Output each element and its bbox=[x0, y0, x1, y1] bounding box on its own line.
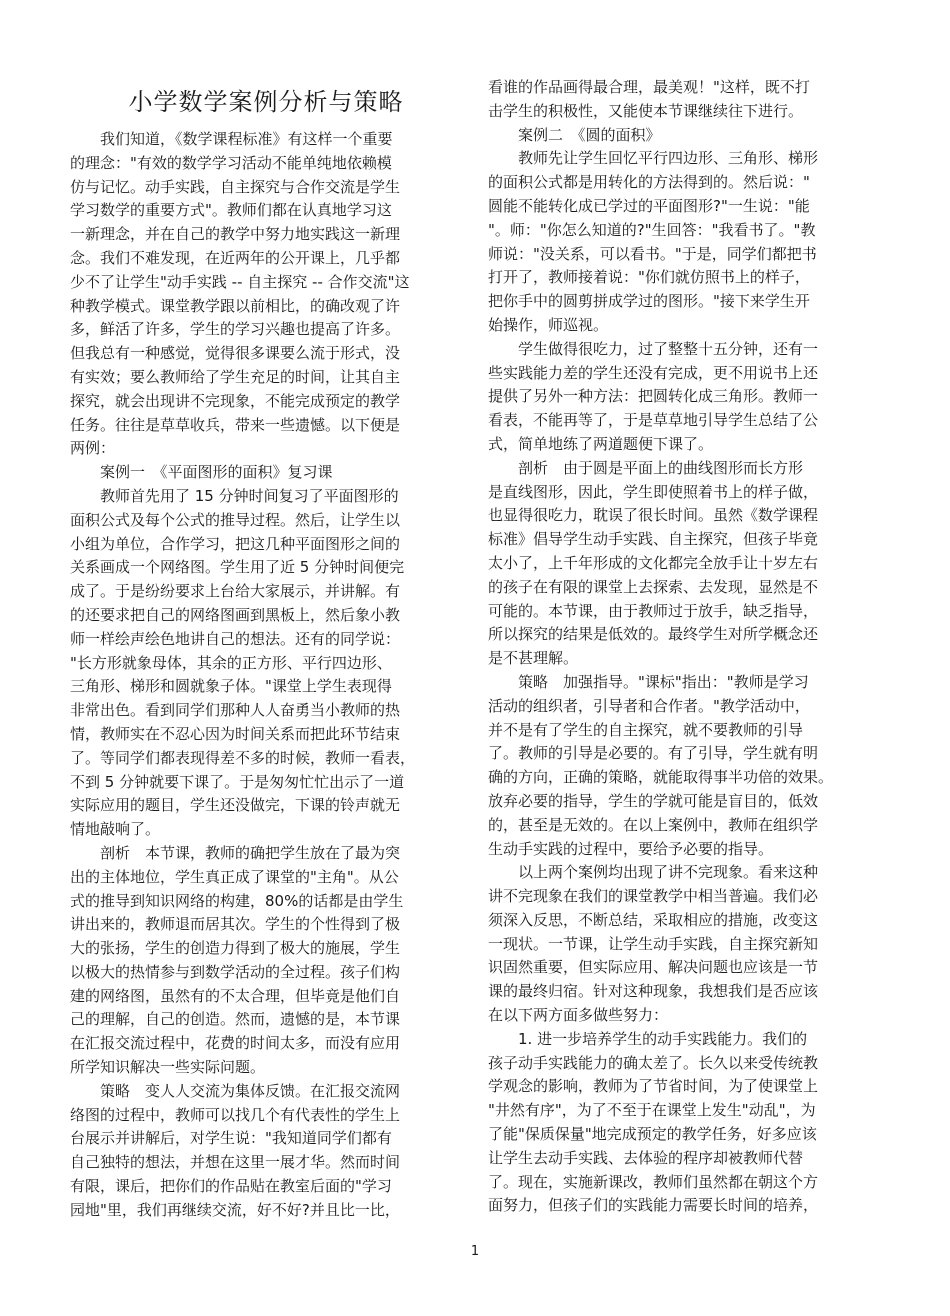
text-line: 在汇报交流过程中，花费的时间太多，而没有应用 bbox=[70, 1034, 401, 1053]
text-line: 击学生的积极性，又能使本节课继续往下进行。 bbox=[488, 101, 804, 120]
text-line: 园地"里，我们再继续交流，好不好?并且比一比， bbox=[70, 1200, 400, 1219]
text-line: 课的最终归宿。针对这种现象，我想我们是否应该 bbox=[488, 982, 819, 1001]
text-line: 但我总有一种感觉，觉得很多课要么流于形式，没 bbox=[70, 344, 401, 363]
text-line: 的孩子在有限的课堂上去探索、去发现，显然是不 bbox=[488, 577, 819, 596]
text-line: 并不是有了学生的自主探究，就不要教师的引导 bbox=[488, 720, 804, 739]
text-line: 大的张扬，学生的创造力得到了极大的施展，学生 bbox=[70, 939, 401, 958]
text-line: 也显得很吃力，耽误了很长时间。虽然《数学课程 bbox=[488, 506, 819, 525]
text-line: 的面积公式都是用转化的方法得到的。然后说：" bbox=[488, 173, 810, 192]
text-line: 是不甚理解。 bbox=[488, 649, 579, 668]
text-line: 看表，不能再等了，于是草草地引导学生总结了公 bbox=[488, 411, 819, 430]
text-line: 剖析 由于圆是平面上的曲线图形而长方形 bbox=[488, 458, 804, 477]
text-line: 太小了，上千年形成的文化都完全放手让十岁左右 bbox=[488, 553, 819, 572]
text-line: 两例： bbox=[70, 439, 116, 458]
text-line: 台展示并讲解后，对学生说："我知道同学们都有 bbox=[70, 1129, 392, 1148]
text-line: 我们知道，《数学课程标准》有这样一个重要 bbox=[70, 130, 393, 148]
text-line: 以上两个案例均出现了讲不完现象。看来这种 bbox=[488, 863, 819, 882]
text-line: 一新理念，并在自己的教学中努力地实践这一新理 bbox=[70, 225, 401, 244]
text-line: 识固然重要，但实际应用、解决问题也应该是一节 bbox=[488, 958, 819, 977]
text-line: 念。我们不难发现，在近两年的公开课上，几乎都 bbox=[70, 248, 401, 267]
document-title: 小学数学案例分析与策略 bbox=[128, 88, 404, 116]
text-line: "井然有序"，为了不至于在课堂上发生"动乱"，为 bbox=[488, 1101, 816, 1120]
text-line: 式的推导到知识网络的构建，80%的话都是由学生 bbox=[70, 891, 404, 910]
text-line: 少不了让学生"动手实践 -- 自主探究 -- 合作交流"这 bbox=[70, 272, 410, 291]
text-line: 讲不完现象在我们的课堂教学中相当普遍。我们必 bbox=[488, 887, 819, 906]
text-line: 有实效；要么教师给了学生充足的时间，让其自主 bbox=[70, 367, 401, 386]
text-line: 是直线图形，因此，学生即使照着书上的样子做， bbox=[488, 482, 819, 501]
text-line: 教师先让学生回忆平行四边形、三角形、梯形 bbox=[488, 149, 819, 168]
text-line: 策略 变人人交流为集体反馈。在汇报交流网 bbox=[70, 1081, 401, 1100]
text-line: 式，简单地练了两道题便下课了。 bbox=[488, 434, 714, 453]
text-line: "长方形就象母体，其余的正方形、平行四边形、 bbox=[70, 653, 392, 672]
text-line: 让学生去动手实践、去体验的程序却被教师代替 bbox=[488, 1148, 804, 1167]
page-number: 1 bbox=[470, 1244, 480, 1259]
text-line: 标准》倡导学生动手实践、自主探究，但孩子毕竟 bbox=[488, 530, 819, 549]
text-line: 师一样绘声绘色地讲自己的想法。还有的同学说： bbox=[70, 629, 401, 648]
text-line: 面努力，但孩子们的实践能力需要长时间的培养， bbox=[488, 1196, 819, 1215]
text-line: 1. 进一步培养学生的动手实践能力。我们的 bbox=[488, 1029, 808, 1048]
text-line: 探究，就会出现讲不完现象，不能完成预定的教学 bbox=[70, 391, 401, 410]
text-line: 的还要求把自己的网络图画到黑板上，然后象小教 bbox=[70, 605, 401, 624]
text-line: 所以探究的结果是低效的。最终学生对所学概念还 bbox=[488, 625, 819, 644]
text-line: 成了。于是纷纷要求上台给大家展示，并讲解。有 bbox=[70, 582, 401, 601]
right-column bbox=[488, 76, 880, 1218]
text-line: 不到 5 分钟就要下课了。于是匆匆忙忙出示了一道 bbox=[70, 772, 405, 791]
text-line: 放弃必要的指导，学生的学就可能是盲目的，低效 bbox=[488, 791, 819, 810]
left-column bbox=[70, 76, 462, 1223]
text-line: 自己独特的想法，并想在这里一展才华。然而时间 bbox=[70, 1153, 401, 1172]
text-line: 案例一 《平面图形的面积》复习课 bbox=[70, 463, 333, 482]
text-line: 了。教师的引导是必要的。有了引导，学生就有明 bbox=[488, 744, 819, 763]
text-line: 看谁的作品画得最合理，最美观！"这样，既不打 bbox=[488, 78, 810, 96]
text-line: 学习数学的重要方式"。教师们都在认真地学习这 bbox=[70, 201, 392, 220]
text-line: 圆能不能转化成已学过的平面图形?"一生说："能 bbox=[488, 196, 810, 215]
text-line: 出的主体地位，学生真正成了课堂的"主角"。从公 bbox=[70, 867, 399, 886]
text-line: 案例二 《圆的面积》 bbox=[488, 125, 661, 144]
text-line: 多，鲜活了许多，学生的学习兴趣也提高了许多。 bbox=[70, 320, 401, 339]
text-line: 了。等同学们都表现得差不多的时候，教师一看表， bbox=[70, 748, 416, 767]
text-line: 情地敲响了。 bbox=[70, 820, 161, 839]
text-line: 生动手实践的过程中，要给予必要的指导。 bbox=[488, 839, 774, 858]
text-line: 的理念："有效的数学学习活动不能单纯地依赖模 bbox=[70, 153, 392, 172]
text-line: 剖析 本节课，教师的确把学生放在了最为突 bbox=[70, 843, 401, 862]
text-line: 非常出色。看到同学们那种人人奋勇当小教师的热 bbox=[70, 701, 401, 720]
text-line: 讲出来的，教师退而居其次。学生的个性得到了极 bbox=[70, 915, 401, 934]
text-line: 师说："没关系，可以看书。"于是，同学们都把书 bbox=[488, 244, 817, 263]
text-line: 面积公式及每个公式的推导过程。然后，让学生以 bbox=[70, 510, 401, 529]
text-line: 始操作，师巡视。 bbox=[488, 315, 609, 334]
text-line: 实际应用的题目，学生还没做完，下课的铃声就无 bbox=[70, 796, 401, 815]
text-line: 教师首先用了 15 分钟时间复习了平面图形的 bbox=[70, 486, 399, 505]
text-line: 的，甚至是无效的。在以上案例中，教师在组织学 bbox=[488, 815, 819, 834]
text-line: 学观念的影响，教师为了节省时间，为了使课堂上 bbox=[488, 1077, 819, 1096]
text-line: 确的方向，正确的策略，就能取得事半功倍的效果。 bbox=[488, 768, 834, 787]
text-line: 关系画成一个网络图。学生用了近 5 分钟时间便完 bbox=[70, 558, 405, 577]
text-line: 仿与记忆。动手实践，自主探究与合作交流是学生 bbox=[70, 177, 401, 196]
text-line: 己的理解，自己的创造。然而，遗憾的是，本节课 bbox=[70, 1010, 401, 1029]
text-line: 把你手中的圆剪拼成学过的图形。"接下来学生开 bbox=[488, 292, 810, 311]
text-line: 任务。往往是草草收兵，带来一些遗憾。以下便是 bbox=[70, 415, 401, 434]
text-line: 有限，课后，把你们的作品贴在教室后面的"学习 bbox=[70, 1177, 392, 1196]
text-line: 了能"保质保量"地完成预定的教学任务，好多应该 bbox=[488, 1125, 817, 1144]
text-line: 建的网络图，虽然有的不太合理，但毕竟是他们自 bbox=[70, 986, 401, 1005]
text-line: 在以下两方面多做些努力： bbox=[488, 1006, 669, 1025]
text-line: 一现状。一节课，让学生动手实践，自主探究新知 bbox=[488, 934, 819, 953]
text-line: "。师："你怎么知道的?"生回答："我看书了。"教 bbox=[488, 220, 816, 239]
text-line: 络图的过程中，教师可以找几个有代表性的学生上 bbox=[70, 1105, 401, 1124]
text-line: 打开了，教师接着说："你们就仿照书上的样子， bbox=[488, 268, 810, 287]
text-line: 以极大的热情参与到数学活动的全过程。孩子们构 bbox=[70, 962, 401, 981]
text-line: 须深入反思，不断总结，采取相应的措施，改变这 bbox=[488, 910, 819, 929]
text-line: 策略 加强指导。"课标"指出："教师是学习 bbox=[488, 672, 809, 691]
text-line: 了。现在，实施新课改，教师们虽然都在朝这个方 bbox=[488, 1172, 819, 1191]
text-line: 所学知识解决一些实际问题。 bbox=[70, 1058, 266, 1077]
text-line: 种教学模式。课堂教学跟以前相比，的确改观了许 bbox=[70, 296, 401, 315]
text-line: 情，教师实在不忍心因为时间关系而把此环节结束 bbox=[70, 724, 401, 743]
text-line: 小组为单位，合作学习，把这几种平面图形之间的 bbox=[70, 534, 401, 553]
text-line: 活动的组织者，引导者和合作者。"教学活动中， bbox=[488, 696, 810, 715]
text-line: 三角形、梯形和圆就象子体。"课堂上学生表现得 bbox=[70, 677, 392, 696]
text-line: 可能的。本节课，由于教师过于放手，缺乏指导， bbox=[488, 601, 819, 620]
text-line: 孩子动手实践能力的确太差了。长久以来受传统教 bbox=[488, 1053, 819, 1072]
text-line: 提供了另外一种方法：把圆转化成三角形。教师一 bbox=[488, 387, 819, 406]
text-line: 些实践能力差的学生还没有完成，更不用说书上还 bbox=[488, 363, 819, 382]
text-line: 学生做得很吃力，过了整整十五分钟，还有一 bbox=[488, 339, 819, 358]
